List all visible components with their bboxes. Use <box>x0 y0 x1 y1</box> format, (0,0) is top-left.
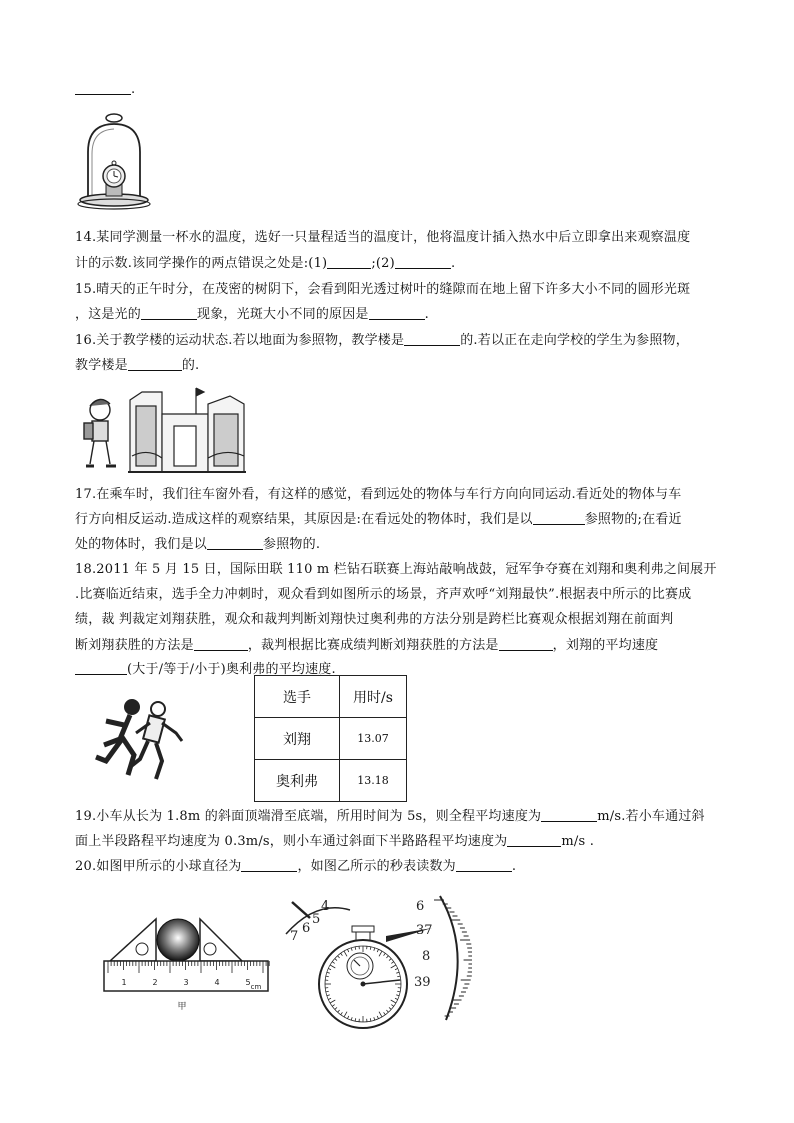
player-time: 13.18 <box>340 760 407 802</box>
table-row <box>255 718 407 760</box>
table-header-row <box>255 676 407 718</box>
player-time: 13.07 <box>340 718 407 760</box>
q20-blank-1[interactable] <box>241 859 297 872</box>
minute-label: 5 <box>312 912 321 927</box>
minute-label: 7 <box>290 929 299 944</box>
player-name: 奥利弗 <box>255 760 340 802</box>
q18-blank-3[interactable] <box>75 662 127 675</box>
q15-line1: 15.晴天的正午时分，在茂密的树阴下，会看到阳光透过树叶的缝隙而在地上留下许多大小不同的圆形光斑 <box>75 282 691 297</box>
q15-blank-2[interactable] <box>369 307 425 320</box>
second-label: 8 <box>422 949 431 964</box>
ruler-label-1: 1 <box>121 978 127 987</box>
second-label: 6 <box>416 899 425 914</box>
student-and-school-figure <box>78 386 250 476</box>
ball-icon <box>157 919 199 961</box>
q16-blank-1[interactable] <box>404 333 460 346</box>
ruler-unit: cm <box>250 983 262 991</box>
q19-line1: 19.小车从长为 1.8m 的斜面顶端滑至底端，所用时间为 5s，则全程平均速度为 m/s.若小车通过斜 <box>75 809 705 824</box>
answer-blank[interactable] <box>75 82 131 95</box>
q17-line1: 17.在乘车时，我们往车窗外看，有这样的感觉，看到远处的物体与车行方向向同运动.看近处的物体与车 <box>75 487 682 502</box>
school-building-icon <box>128 388 246 472</box>
results-table <box>254 675 407 802</box>
player-name: 刘翔 <box>255 718 340 760</box>
table-row <box>255 760 407 802</box>
q15-line2: ，这是光的 现象，光斑大小不同的原因是 . <box>75 307 429 322</box>
stopwatch-figure <box>282 892 472 1030</box>
q19-blank-1[interactable] <box>541 809 597 822</box>
ruler-label-2: 2 <box>152 978 158 987</box>
bell-jar-figure <box>74 112 154 212</box>
q14-blank-1[interactable] <box>327 256 371 269</box>
ruler-ball-figure <box>102 905 272 1015</box>
q16-blank-2[interactable] <box>128 358 182 371</box>
q16-line2: 教学楼是 的. <box>75 358 200 373</box>
runner-liuxiang-icon <box>130 702 182 779</box>
minute-label: 4 <box>321 899 330 914</box>
second-label: 39 <box>414 975 431 990</box>
previous-answer-line: . <box>75 80 135 99</box>
ruler-label-3: 3 <box>183 978 189 987</box>
q15-blank-1[interactable] <box>141 307 197 320</box>
q17-line3: 处的物体时，我们是以 参照物的. <box>75 537 321 552</box>
q18-line1: 18.2011 年 5 月 15 日，国际田联 110 m 栏钻石联赛上海站敲响战鼓，冠军争夺赛在刘翔和奥利弗之间展开 <box>75 562 717 577</box>
hurdle-runners-figure <box>76 695 188 785</box>
q14-line1: 14.某同学测量一杯水的温度，选好一只量程适当的温度计，他将温度计插入热水中后立即拿出来观察温度 <box>75 230 691 245</box>
q17-blank-1[interactable] <box>533 512 585 525</box>
q16-line1: 16.关于教学楼的运动状态.若以地面为参照物，教学楼是 的.若以正在走向学校的学生为参照物， <box>75 333 689 348</box>
q19-line2: 面上半段路程平均速度为 0.3m/s，则小车通过斜面下半路路程平均速度为 m/s . <box>75 834 595 849</box>
student-icon <box>84 399 116 466</box>
ruler-label-4: 4 <box>214 978 220 987</box>
second-label: 37 <box>416 923 433 938</box>
header-time: 用时/s <box>340 676 407 718</box>
q18-line4: 断刘翔获胜的方法是 ，裁判根据比赛成绩判断刘翔获胜的方法是 ，刘翔的平均速度 <box>75 638 659 653</box>
q18-line5: (大于/等于/小于)奥利弗的平均速度. <box>75 660 336 679</box>
q14-line2: 计的示数.该同学操作的两点错误之处是:(1) ;(2) . <box>75 256 456 271</box>
minute-label: 6 <box>302 921 311 936</box>
q17-line2: 行方向相反运动.造成这样的观察结果，其原因是:在看远处的物体时，我们是以 参照物的;在看近 <box>75 512 682 527</box>
q18-line3: 绩，裁 判裁定刘翔获胜，观众和裁判判断刘翔快过奥利弗的方法分别是跨栏比赛观众根据刘翔在前面判 <box>75 612 674 627</box>
q14-blank-2[interactable] <box>395 256 451 269</box>
q19-blank-2[interactable] <box>507 834 561 847</box>
q18-blank-2[interactable] <box>499 638 553 651</box>
q17-blank-2[interactable] <box>207 537 263 550</box>
q20-blank-2[interactable] <box>456 859 512 872</box>
header-player: 选手 <box>255 676 340 718</box>
ruler-label-5: 5 <box>245 978 251 987</box>
q20-line1: 20.如图甲所示的小球直径为 ，如图乙所示的秒表读数为 . <box>75 859 517 874</box>
figure-caption-jia: 甲 <box>177 1002 187 1012</box>
q18-line2: .比赛临近结束，选手全力冲刺时，观众看到如图所示的场景，齐声欢呼“刘翔最快”.根据表中所示的比赛成 <box>75 587 692 602</box>
q18-blank-1[interactable] <box>194 638 248 651</box>
